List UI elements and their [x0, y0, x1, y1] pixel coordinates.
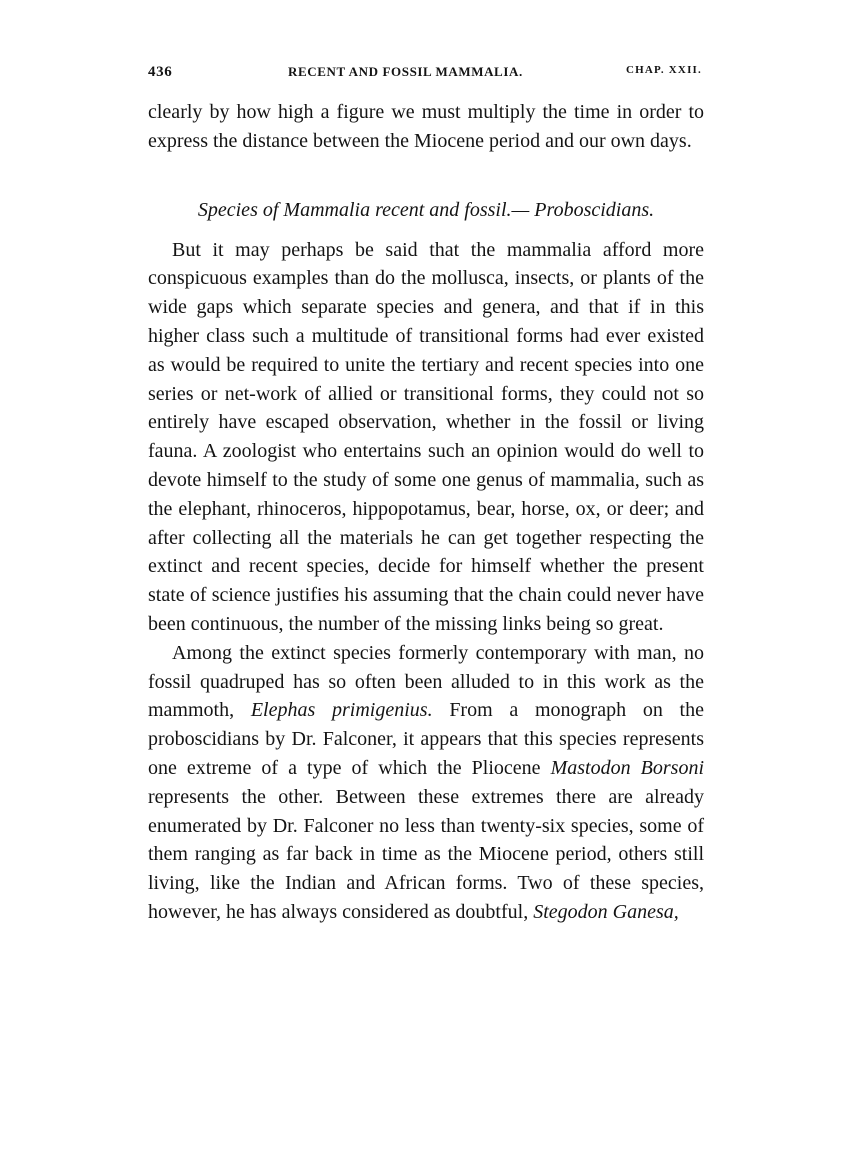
running-title: RECENT AND FOSSIL MAMMALIA.	[288, 64, 523, 79]
book-page	[148, 58, 704, 927]
paragraph-mammoth	[148, 639, 704, 927]
chapter-label: CHAP. XXII.	[625, 64, 702, 76]
paragraph-continuation: clearly by how high a figure we must multiply the time in order to express the distance between the Miocene period and our own days.	[148, 101, 704, 152]
species-name-stegodon: Stegodon Ganesa,	[533, 900, 679, 923]
section-heading: Species of Mammalia recent and fossil.— Proboscidians.	[197, 198, 655, 221]
paragraph-text: From a monograph on the proboscidians by Dr. Falconer, it appears that this species represents one extreme of a type of which the Pliocene	[148, 699, 704, 779]
species-name-elephas: Elephas primigenius.	[250, 699, 433, 722]
paragraph-text: Among the extinct species formerly contemporary with man, no fossil quadruped has so often been alluded to in this work as the mammoth,	[148, 641, 704, 722]
paragraph-text: represents the other. Between these extremes there are already enumerated by Dr. Falconer no less than twenty-six species, some of them ranging as far back in time as the Miocene period, others still living, like the Indian and African forms. Two of these species, however, he has always considered as doubtful,	[148, 785, 704, 923]
paragraph-mammalia-gaps: But it may perhaps be said that the mammalia afford more conspicuous examples than do the mollusca, insects, or plants of the wide gaps which separate species and genera, and that if in this higher class such a multitude of transitional forms had ever existed as would be required to unite the tertiary and recent species into one series or net-work of allied or transitional forms, they could not so entirely have escaped observation, whether in the fossil or living fauna. A zoologist who entertains such an opinion would do well to devote himself to the study of some one genus of mammalia, such as the elephant, rhinoceros, hippopotamus, bear, horse, ox, or deer; and after collecting all the materials he can get together respecting the extinct and recent species, decide for himself whether the present state of science justifies his assuming that the chain could never have been continuous, the number of the missing links being so great.	[148, 238, 704, 635]
species-name-mastodon: Mastodon Borsoni	[550, 756, 705, 779]
running-header	[148, 58, 704, 88]
page-number: 436	[148, 64, 173, 80]
